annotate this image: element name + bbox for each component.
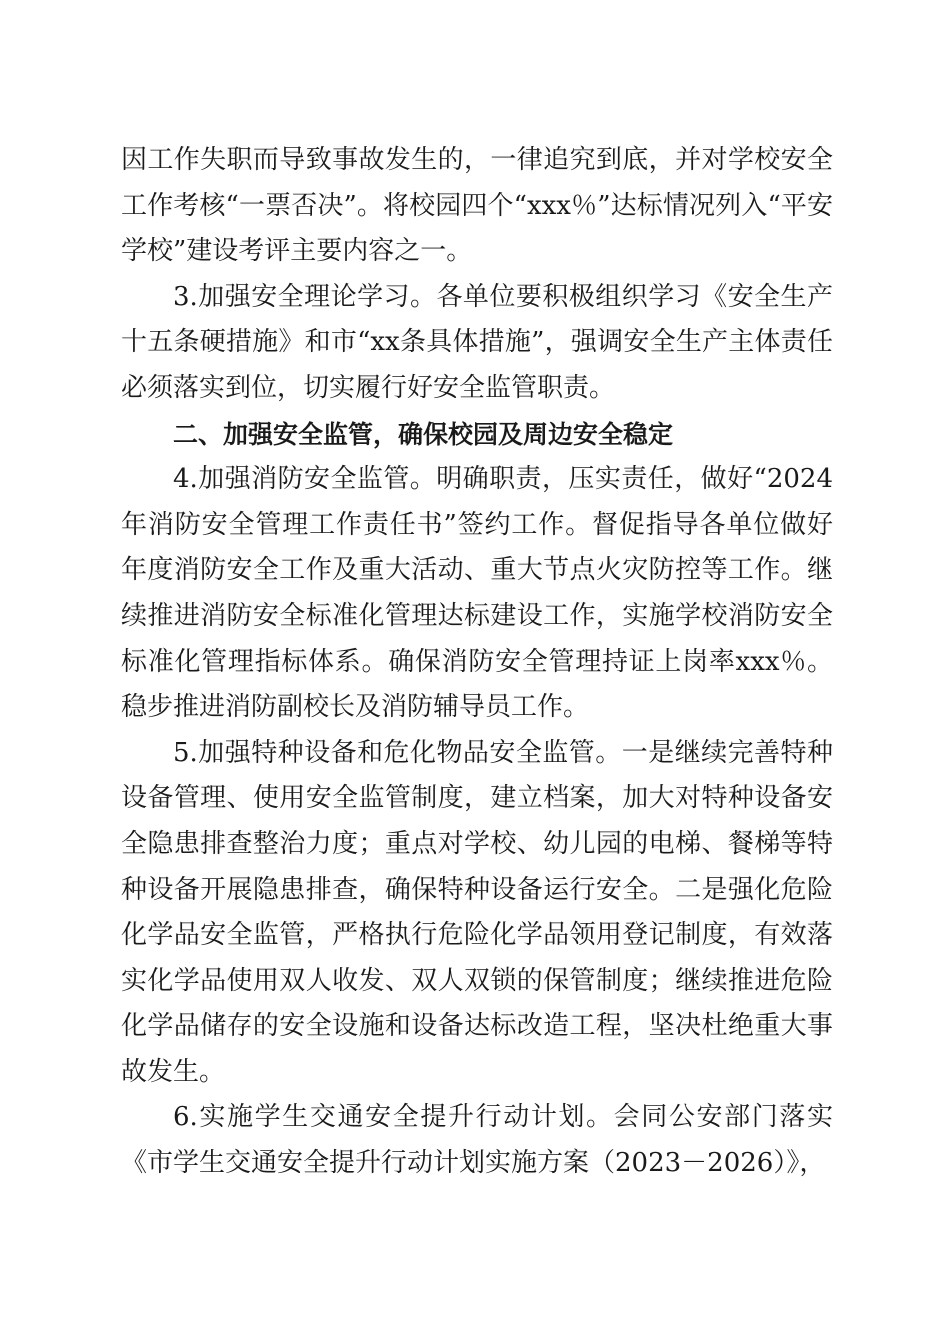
document-body [121,138,833,1187]
paragraph-item-6: 6.实施学生交通安全提升行动计划。会同公安部门落实《市学生交通安全提升行动计划实施方案（2023－2026）》， [121,1102,833,1179]
section-heading-2: 二、加强安全监管，确保校园及周边安全稳定 [173,419,674,449]
paragraph-item-3: 3.加强安全理论学习。各单位要积极组织学习《安全生产十五条硬措施》和市“xx条具体措施”，强调安全生产主体责任必须落实到位，切实履行好安全监管职责。 [121,281,833,403]
paragraph-item-5: 5.加强特种设备和危化物品安全监管。一是继续完善特种设备管理、使用安全监管制度，建立档案，加大对特种设备安全隐患排查整治力度；重点对学校、幼儿园的电梯、餐梯等特种设备开展隐患排查，确保特种设备运行安全。二是强化危险化学品安全监管，严格执行危险化学品领用登记制度，有效落实化学品使用双人收发、双人双锁的保管制度；继续推进危险化学品储存的安全设施和设备达标改造工程，坚决杜绝重大事故发生。 [121,737,833,1087]
paragraph-item-4: 4.加强消防安全监管。明确职责，压实责任，做好“2024年消防安全管理工作责任书”签约工作。督促指导各单位做好年度消防安全工作及重大活动、重大节点火灾防控等工作。继续推进消防安全标准化管理达标建设工作，实施学校消防安全标准化管理指标体系。确保消防安全管理持证上岗率xxx％。稳步推进消防副校长及消防辅导员工作。 [121,464,833,723]
paragraph-continuation: 因工作失职而导致事故发生的，一律追究到底，并对学校安全工作考核“一票否决”。将校园四个“xxx％”达标情况列入“平安学校”建设考评主要内容之一。 [121,145,833,267]
